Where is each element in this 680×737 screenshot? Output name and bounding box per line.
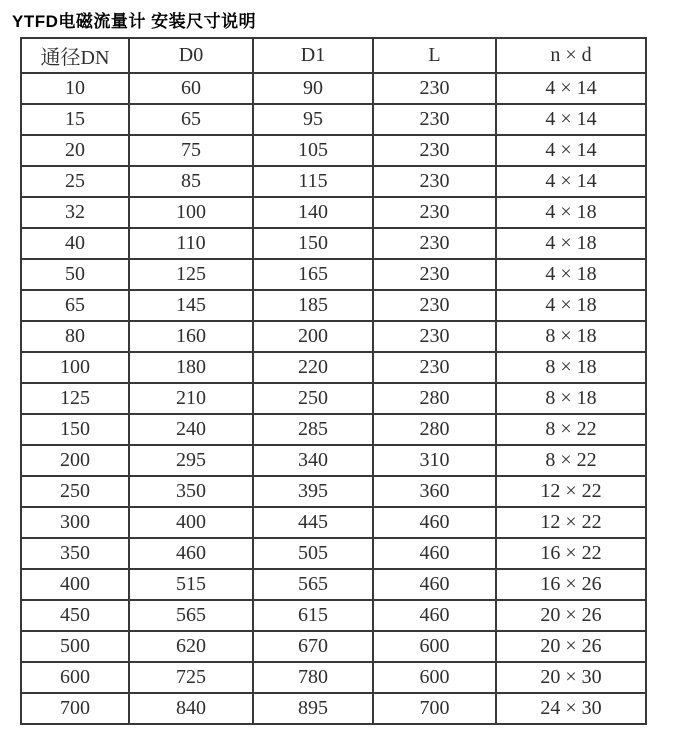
- table-cell: 895: [253, 693, 373, 724]
- table-cell: 230: [373, 166, 496, 197]
- table-cell: 280: [373, 414, 496, 445]
- table-row: [21, 135, 646, 166]
- table-cell: 230: [373, 104, 496, 135]
- table-cell: 75: [129, 135, 253, 166]
- table-cell: 145: [129, 290, 253, 321]
- table-cell: 565: [129, 600, 253, 631]
- table-cell: 4 × 18: [496, 197, 646, 228]
- table-cell: 350: [21, 538, 129, 569]
- table-cell: 20: [21, 135, 129, 166]
- table-cell: 20 × 26: [496, 631, 646, 662]
- table-cell: 460: [373, 538, 496, 569]
- table-cell: 100: [129, 197, 253, 228]
- table-cell: 340: [253, 445, 373, 476]
- table-cell: 4 × 18: [496, 290, 646, 321]
- table-cell: 600: [373, 631, 496, 662]
- table-cell: 110: [129, 228, 253, 259]
- table-cell: 280: [373, 383, 496, 414]
- table-cell: 285: [253, 414, 373, 445]
- table-cell: 400: [21, 569, 129, 600]
- table-header-row: [21, 38, 646, 73]
- table-row: [21, 507, 646, 538]
- table-cell: 4 × 14: [496, 73, 646, 104]
- table-cell: 8 × 22: [496, 414, 646, 445]
- table-cell: 230: [373, 197, 496, 228]
- column-header-3: L: [373, 38, 496, 73]
- table-cell: 90: [253, 73, 373, 104]
- table-cell: 460: [129, 538, 253, 569]
- table-cell: 95: [253, 104, 373, 135]
- table-row: [21, 662, 646, 693]
- table-cell: 460: [373, 600, 496, 631]
- table-row: [21, 445, 646, 476]
- table-cell: 165: [253, 259, 373, 290]
- table-cell: 230: [373, 352, 496, 383]
- table-cell: 780: [253, 662, 373, 693]
- table-cell: 125: [21, 383, 129, 414]
- table-cell: 16 × 26: [496, 569, 646, 600]
- table-cell: 125: [129, 259, 253, 290]
- table-cell: 140: [253, 197, 373, 228]
- table-cell: 230: [373, 73, 496, 104]
- table-row: [21, 259, 646, 290]
- table-row: [21, 321, 646, 352]
- table-cell: 515: [129, 569, 253, 600]
- table-cell: 32: [21, 197, 129, 228]
- table-cell: 25: [21, 166, 129, 197]
- table-body: [21, 73, 646, 724]
- table-cell: 230: [373, 290, 496, 321]
- table-cell: 600: [373, 662, 496, 693]
- table-row: [21, 104, 646, 135]
- table-cell: 115: [253, 166, 373, 197]
- table-cell: 565: [253, 569, 373, 600]
- table-cell: 200: [21, 445, 129, 476]
- column-header-1: D0: [129, 38, 253, 73]
- table-cell: 12 × 22: [496, 476, 646, 507]
- table-cell: 230: [373, 135, 496, 166]
- table-cell: 600: [21, 662, 129, 693]
- table-row: [21, 693, 646, 724]
- table-cell: 505: [253, 538, 373, 569]
- table-cell: 395: [253, 476, 373, 507]
- table-cell: 250: [21, 476, 129, 507]
- table-row: [21, 73, 646, 104]
- table-cell: 185: [253, 290, 373, 321]
- table-cell: 300: [21, 507, 129, 538]
- table-cell: 100: [21, 352, 129, 383]
- table-cell: 8 × 22: [496, 445, 646, 476]
- table-cell: 50: [21, 259, 129, 290]
- table-row: [21, 166, 646, 197]
- table-cell: 15: [21, 104, 129, 135]
- page-title: YTFD电磁流量计 安装尺寸说明: [12, 12, 257, 31]
- table-cell: 85: [129, 166, 253, 197]
- table-cell: 20 × 30: [496, 662, 646, 693]
- column-header-4: n × d: [496, 38, 646, 73]
- table-cell: 24 × 30: [496, 693, 646, 724]
- table-cell: 615: [253, 600, 373, 631]
- table-cell: 460: [373, 507, 496, 538]
- column-header-2: D1: [253, 38, 373, 73]
- table-cell: 10: [21, 73, 129, 104]
- table-row: [21, 383, 646, 414]
- table-cell: 700: [21, 693, 129, 724]
- table-cell: 80: [21, 321, 129, 352]
- table-cell: 230: [373, 259, 496, 290]
- table-cell: 460: [373, 569, 496, 600]
- table-row: [21, 290, 646, 321]
- table-cell: 150: [21, 414, 129, 445]
- table-cell: 500: [21, 631, 129, 662]
- table-cell: 295: [129, 445, 253, 476]
- table-cell: 200: [253, 321, 373, 352]
- table-cell: 60: [129, 73, 253, 104]
- table-cell: 16 × 22: [496, 538, 646, 569]
- table-cell: 450: [21, 600, 129, 631]
- table-cell: 4 × 14: [496, 135, 646, 166]
- table-cell: 4 × 14: [496, 166, 646, 197]
- table-cell: 180: [129, 352, 253, 383]
- table-cell: 230: [373, 228, 496, 259]
- table-row: [21, 569, 646, 600]
- table-cell: 8 × 18: [496, 321, 646, 352]
- table-cell: 400: [129, 507, 253, 538]
- table-cell: 350: [129, 476, 253, 507]
- table-cell: 160: [129, 321, 253, 352]
- table-cell: 310: [373, 445, 496, 476]
- table-row: [21, 476, 646, 507]
- table-cell: 12 × 22: [496, 507, 646, 538]
- table-cell: 250: [253, 383, 373, 414]
- table-row: [21, 600, 646, 631]
- table-cell: 8 × 18: [496, 383, 646, 414]
- table-cell: 4 × 18: [496, 259, 646, 290]
- table-cell: 670: [253, 631, 373, 662]
- table-cell: 620: [129, 631, 253, 662]
- table-row: [21, 631, 646, 662]
- table-cell: 220: [253, 352, 373, 383]
- table-cell: 360: [373, 476, 496, 507]
- table-cell: 4 × 14: [496, 104, 646, 135]
- column-header-0: 通径DN: [21, 38, 129, 73]
- table-cell: 65: [129, 104, 253, 135]
- table-cell: 445: [253, 507, 373, 538]
- table-cell: 210: [129, 383, 253, 414]
- table-row: [21, 197, 646, 228]
- table-cell: 20 × 26: [496, 600, 646, 631]
- table-cell: 725: [129, 662, 253, 693]
- table-row: [21, 538, 646, 569]
- table-cell: 240: [129, 414, 253, 445]
- table-cell: 65: [21, 290, 129, 321]
- table-cell: 8 × 18: [496, 352, 646, 383]
- installation-dimension-table: [20, 37, 647, 725]
- table-row: [21, 352, 646, 383]
- table-cell: 40: [21, 228, 129, 259]
- table-cell: 4 × 18: [496, 228, 646, 259]
- table-cell: 230: [373, 321, 496, 352]
- datasheet-page: [0, 7, 680, 725]
- table-cell: 150: [253, 228, 373, 259]
- table-row: [21, 228, 646, 259]
- table-cell: 700: [373, 693, 496, 724]
- table-row: [21, 414, 646, 445]
- table-cell: 105: [253, 135, 373, 166]
- table-cell: 840: [129, 693, 253, 724]
